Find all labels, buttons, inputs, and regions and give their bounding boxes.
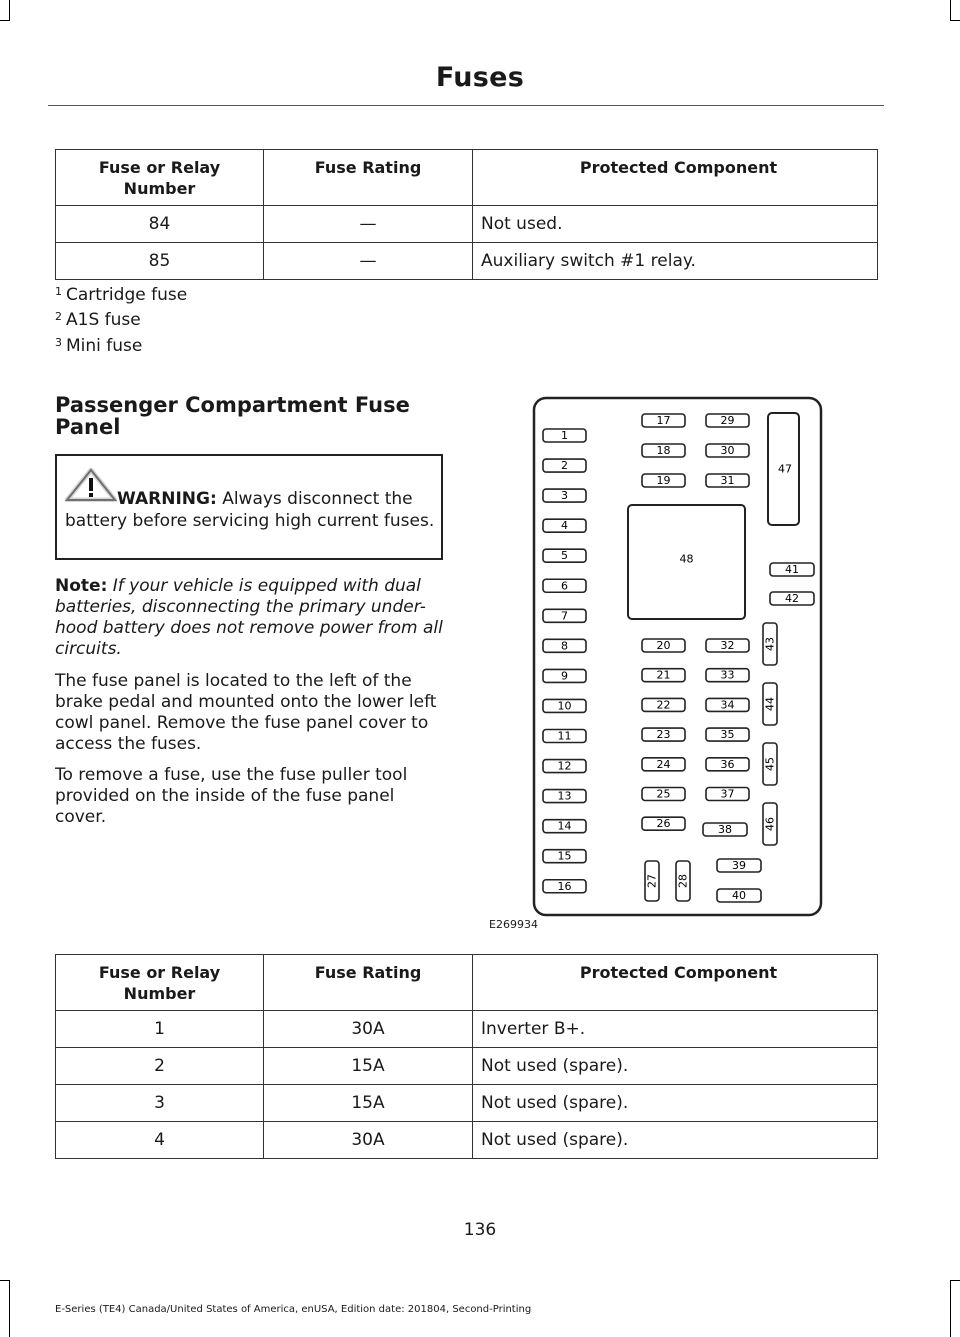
fuse-label: 9 [561, 669, 568, 683]
fuse-label: 43 [763, 637, 777, 651]
table-row [56, 1048, 878, 1085]
cell-rating: 30A [264, 1011, 473, 1048]
fuse-label: 42 [785, 592, 799, 605]
cell-rating: — [264, 206, 473, 243]
fuse-label: 26 [656, 817, 671, 831]
crop-mark [950, 0, 951, 20]
fuse-label: 34 [720, 698, 735, 712]
crop-mark [950, 1280, 960, 1281]
fuse-label: 27 [645, 874, 659, 888]
warning-box [55, 454, 443, 560]
fuse-label: 44 [763, 697, 777, 711]
fuse-label: 15 [557, 849, 572, 863]
cell-rating: — [264, 243, 473, 280]
title-divider [48, 105, 884, 106]
header-fuse-number: Fuse or Relay Number [56, 955, 264, 1011]
crop-mark [950, 1280, 951, 1337]
fuse-label: 17 [656, 414, 671, 427]
fuse-label: 41 [785, 563, 799, 576]
cell-component: Not used (spare). [473, 1048, 878, 1085]
fuse-label: 39 [732, 859, 746, 872]
fuse-label: 7 [561, 609, 568, 623]
fuse-label: 12 [557, 759, 572, 773]
fuse-label: 20 [656, 639, 671, 652]
removal-paragraph: To remove a fuse, use the fuse puller tool provided on the inside of the fuse panel cover. [55, 765, 408, 827]
fuse-label: 40 [732, 889, 746, 902]
fuse-label: 14 [557, 819, 572, 833]
fuse-label: 46 [763, 817, 777, 831]
fuse-label: 22 [656, 698, 671, 712]
fuse-label: 47 [778, 462, 792, 476]
crop-mark [9, 1280, 10, 1337]
crop-mark [9, 0, 10, 20]
header-protected-component: Protected Component [473, 150, 878, 206]
fuse-label: 16 [557, 879, 572, 893]
header-fuse-rating: Fuse Rating [264, 150, 473, 206]
figure-id: E269934 [489, 918, 538, 931]
fuse-label: 21 [656, 668, 671, 682]
cell-rating: 15A [264, 1085, 473, 1122]
cell-number: 2 [56, 1048, 264, 1085]
fuse-label: 5 [561, 549, 568, 563]
cell-component: Inverter B+. [473, 1011, 878, 1048]
footnote: $^3$ Mini fuse [55, 336, 143, 356]
cell-number: 3 [56, 1085, 264, 1122]
fuse-label: 31 [720, 474, 735, 487]
fuse-label: 30 [720, 444, 735, 457]
fuse-label: 29 [720, 414, 735, 427]
footnote: $^2$ A1S fuse [55, 310, 141, 330]
crop-mark [0, 1280, 10, 1281]
fuse-panel-diagram [532, 395, 824, 919]
fuse-label: 10 [557, 699, 572, 713]
warning-text: WARNING: Always disconnect the battery before servicing high current fuses. [65, 489, 435, 531]
cell-number: 1 [56, 1011, 264, 1048]
footnote: $^1$ Cartridge fuse [55, 285, 188, 305]
fuse-label: 33 [720, 668, 735, 682]
page-title: Fuses [435, 62, 525, 93]
fuse-label: 38 [718, 823, 732, 836]
header-fuse-number: Fuse or Relay Number [56, 150, 264, 206]
cell-number: 84 [56, 206, 264, 243]
table-row [56, 206, 878, 243]
note-paragraph: Note: If your vehicle is equipped with dual batteries, disconnecting the primary under-hood battery does not remove power from all circuits. [55, 576, 443, 659]
crop-mark [950, 20, 960, 21]
table-header-row [56, 955, 878, 1011]
fuse-label: 4 [561, 519, 568, 533]
cell-component: Not used (spare). [473, 1122, 878, 1159]
fuse-label: 1 [561, 429, 568, 442]
fuse-label: 2 [561, 459, 568, 473]
fuse-label: 13 [557, 789, 572, 803]
edition-footer: E-Series (TE4) Canada/United States of America, enUSA, Edition date: 201804, Second-Printing [55, 1304, 532, 1315]
fuse-label: 23 [656, 728, 671, 742]
header-protected-component: Protected Component [473, 955, 878, 1011]
fuse-label: 11 [557, 729, 572, 743]
fuse-label: 45 [763, 757, 777, 771]
page-number: 136 [463, 1220, 497, 1240]
fuse-label: 18 [656, 444, 671, 457]
cell-number: 4 [56, 1122, 264, 1159]
fuse-label: 37 [720, 787, 735, 801]
table-row [56, 1011, 878, 1048]
cell-component: Not used (spare). [473, 1085, 878, 1122]
table-row [56, 1085, 878, 1122]
table-row [56, 1122, 878, 1159]
fuse-label: 35 [720, 728, 735, 742]
fuse-table-top [55, 149, 878, 280]
cell-rating: 30A [264, 1122, 473, 1159]
table-row [56, 243, 878, 280]
fuse-label: 6 [561, 579, 568, 593]
fuse-label: 24 [656, 757, 671, 771]
cell-number: 85 [56, 243, 264, 280]
fuse-label: 28 [676, 874, 690, 888]
section-heading: Passenger Compartment Fuse Panel [55, 393, 410, 439]
cell-rating: 15A [264, 1048, 473, 1085]
cell-component: Not used. [473, 206, 878, 243]
table-header-row [56, 150, 878, 206]
fuse-label: 25 [656, 787, 671, 801]
fuse-label: 36 [720, 757, 735, 771]
location-paragraph: The fuse panel is located to the left of the brake pedal and mounted onto the lower left cowl panel. Remove the fuse panel cover to access the fuses. [55, 671, 437, 754]
cell-component: Auxiliary switch #1 relay. [473, 243, 878, 280]
crop-mark [0, 20, 10, 21]
fuse-label: 32 [720, 639, 735, 652]
fuse-label: 3 [561, 489, 568, 503]
header-fuse-rating: Fuse Rating [264, 955, 473, 1011]
fuse-label: 8 [561, 639, 568, 653]
fuse-table-bottom [55, 954, 878, 1159]
fuse-label: 19 [656, 474, 671, 487]
fuse-label: 48 [679, 552, 694, 566]
